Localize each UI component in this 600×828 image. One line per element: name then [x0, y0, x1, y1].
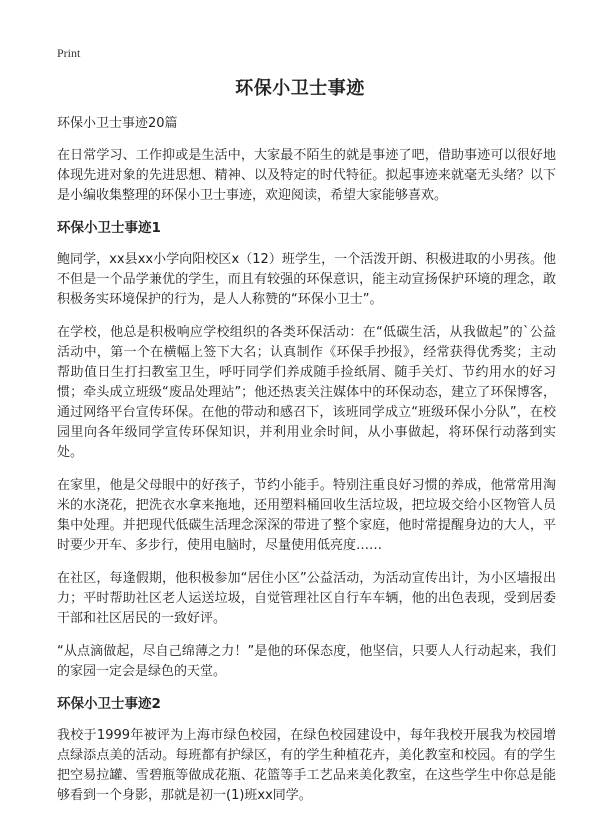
document-subtitle: 环保小卫士事迹20篇 [57, 116, 178, 131]
intro-paragraph: 在日常学习、工作抑或是生活中，大家最不陌生的就是事迹了吧，借助事迹可以很好地体现先进对象的先进思想、精神、以及特定的时代特征。拟起事迹来就毫无头绪？以下是小编收集整理的环保小卫士事迹，欢迎阅读，希望大家能够喜欢。 [57, 148, 556, 203]
section-paragraph: 在学校，他总是积极响应学校组织的各类环保活动：在“低碳生活，从我做起”的`公益活动中，第一个在横幅上签下大名；认真制作《环保手抄报》，经常获得优秀奖；主动帮助值日生打扫教室卫生，呼吁同学们养成随手捡纸屑、随手关灯、节约用水的好习惯；牵头成立班级“废品处理站”；他还热衷关注媒体中的环保动态，建立了环保博客，通过网络平台宣传环保。在他的带动和感召下，该班同学成立“班级环保小分队”，在校园里向各年级同学宣传环保知识，并利用业余时间，从小事做起，将环保行动落到实处。 [57, 325, 556, 460]
section-paragraph: 在社区，每逢假期，他积极参加“居住小区”公益活动，为活动宣传出计，为小区墙报出力；平时帮助社区老人运送垃圾，自觉管理社区自行车车辆，他的出色表现，受到居委干部和社区居民的一致好评。 [57, 571, 556, 626]
document-body [57, 116, 556, 819]
section-paragraph: “从点滴做起，尽自己绵薄之力！”是他的环保态度，他坚信，只要人人行动起来，我们的家园一定会是绿色的天堂。 [57, 644, 556, 679]
section-paragraph: 在家里，他是父母眼中的好孩子，节约小能手。特别注重良好习惯的养成，他常常用淘米的水浇花，把洗衣水拿来拖地，还用塑料桶回收生活垃圾，把垃圾交给小区物管人员集中处理。并把现代低碳生活理念深深的带进了整个家庭，他时常提醒身边的大人，平时要少开车、多步行，使用电脑时，尽量使用低亮度…… [57, 478, 556, 553]
section-heading: 环保小卫士事迹1 [57, 220, 161, 236]
print-link[interactable]: Print [57, 46, 81, 60]
section-paragraph: 我校于1999年被评为上海市绿色校园，在绿色校园建设中，每年我校开展我为校园增点绿添点美的活动。每班都有护绿区，有的学生种植花卉，美化教室和校园。有的学生把空易拉罐、雪碧瓶等做成花瓶、花篮等手工艺品来美化教室，在这些学生中你总是能够看到一个身影，那就是初一(1)班xx同学。 [57, 728, 556, 803]
page-title: 环保小卫士事迹 [235, 78, 365, 99]
section-paragraph: 鲍同学，xx县xx小学向阳校区x（12）班学生，一个活泼开朗、积极进取的小男孩。他不但是一个品学兼优的学生，而且有较强的环保意识，能主动宣扬保护环境的理念，敢积极务实环境保护的行为，是人人称赞的“环保小卫士”。 [57, 252, 556, 307]
section-heading: 环保小卫士事迹2 [57, 696, 161, 712]
